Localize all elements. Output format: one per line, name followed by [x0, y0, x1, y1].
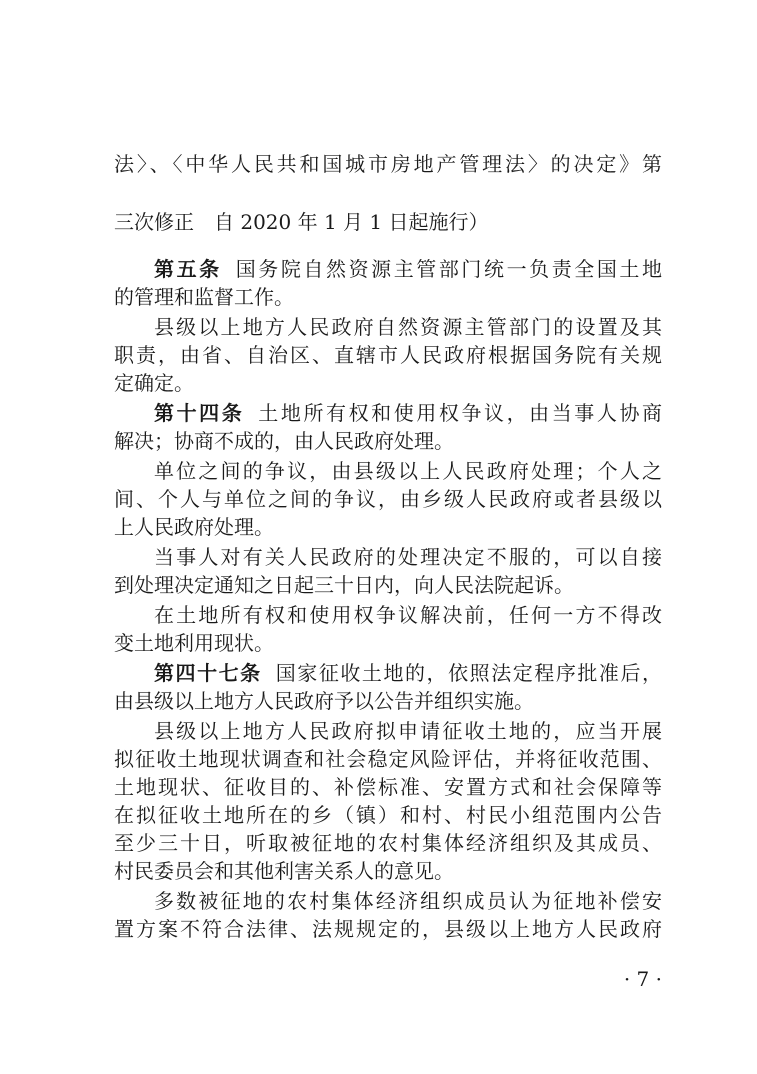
para-8-line-4: 在拟征收土地所在的乡（镇）和村、村民小组范围内公告 — [114, 803, 662, 827]
para-2-line-1: 县级以上地方人民政府自然资源主管部门的设置及其 — [154, 315, 662, 339]
article-5-line-1 — [114, 255, 662, 283]
para-8-line-1: 县级以上地方人民政府拟申请征收土地的，应当开展 — [154, 719, 662, 743]
para-9-line-2: 置方案不符合法律、法规规定的，县级以上地方人民政府 — [114, 917, 662, 941]
para-2-line-2: 职责，由省、自治区、直辖市人民政府根据国务院有关规 — [114, 343, 662, 367]
para-9-line-1: 多数被征地的农村集体经济组织成员认为征地补偿安 — [154, 889, 662, 913]
page-number: · 7 · — [623, 967, 662, 991]
para-2-line-3: 定确定。 — [114, 371, 194, 395]
para-4-line-2: 间、个人与单位之间的争议，由乡级人民政府或者县级以 — [114, 487, 662, 511]
article-5-line-2: 的管理和监督工作。 — [114, 285, 294, 309]
article-14-line-1 — [114, 399, 662, 427]
para-4-line-3: 上人民政府处理。 — [114, 515, 274, 539]
article-14-heading: 第十四条 — [154, 401, 245, 425]
article-5-text: 国务院自然资源主管部门统一负责全国土地 — [235, 257, 663, 281]
article-47-line-2: 由县级以上地方人民政府予以公告并组织实施。 — [114, 689, 534, 713]
para-8-line-3: 土地现状、征收目的、补偿标准、安置方式和社会保障等 — [114, 775, 662, 799]
para-6-line-1: 在土地所有权和使用权争议解决前，任何一方不得改 — [154, 603, 662, 627]
article-5-heading: 第五条 — [154, 257, 222, 281]
header-line-2: 三次修正 自 2020 年 1 月 1 日起施行） — [114, 210, 489, 234]
article-47-line-1 — [114, 659, 662, 687]
para-4-line-1: 单位之间的争议，由县级以上人民政府处理；个人之 — [154, 459, 662, 483]
article-47-text: 国家征收土地的，依照法定程序批准后， — [275, 661, 663, 685]
article-47-heading: 第四十七条 — [154, 661, 262, 685]
article-14-text: 土地所有权和使用权争议，由当事人协商 — [258, 401, 663, 425]
para-8-line-6: 村民委员会和其他利害关系人的意见。 — [114, 859, 454, 883]
para-8-line-5: 至少三十日，听取被征地的农村集体经济组织及其成员、 — [114, 831, 662, 855]
para-8-line-2: 拟征收土地现状调查和社会稳定风险评估，并将征收范围、 — [114, 747, 662, 771]
header-line-1: 法〉、〈中华人民共和国城市房地产管理法〉的决定》第 — [114, 152, 662, 176]
article-14-line-2: 解决；协商不成的，由人民政府处理。 — [114, 429, 454, 453]
para-5-line-2: 到处理决定通知之日起三十日内，向人民法院起诉。 — [114, 573, 574, 597]
para-5-line-1: 当事人对有关人民政府的处理决定不服的，可以自接 — [154, 545, 662, 569]
document-page — [114, 0, 662, 1074]
para-6-line-2: 变土地利用现状。 — [114, 631, 274, 655]
